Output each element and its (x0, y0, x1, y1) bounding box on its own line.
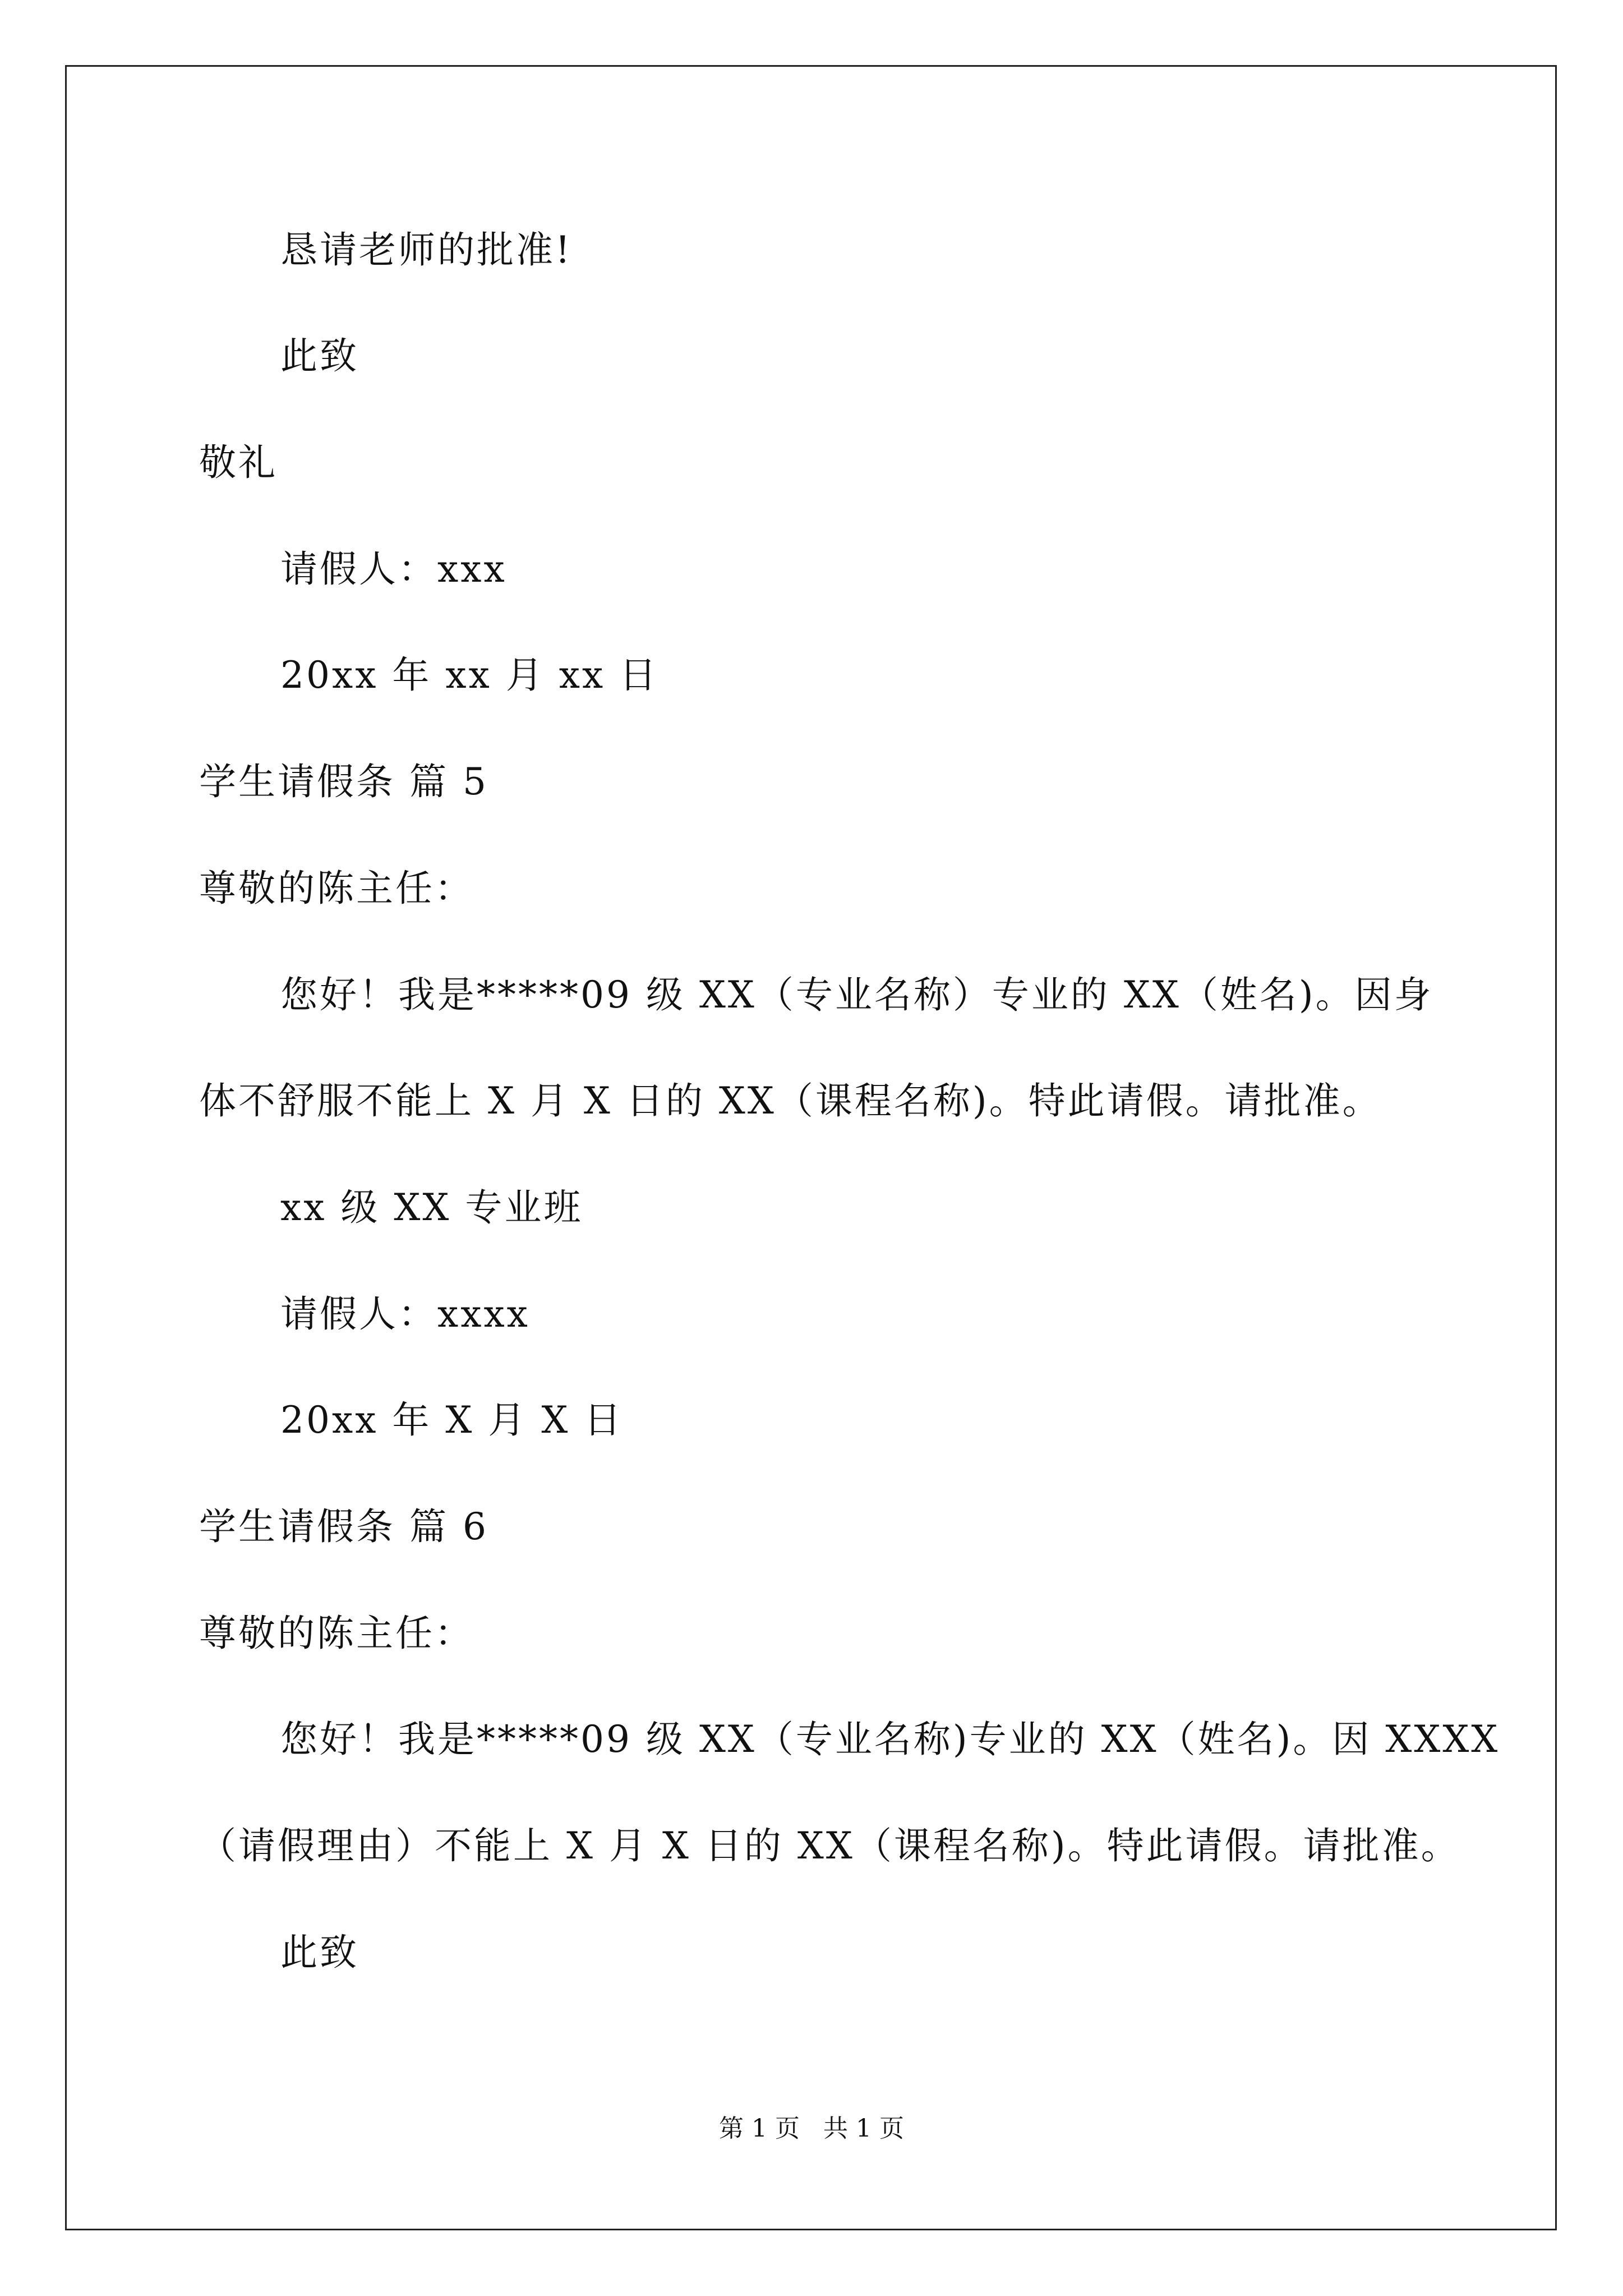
approval-request-line: 恳请老师的批准! (280, 228, 573, 272)
body-paragraph-line: （请假理由）不能上 X 月 X 日的 XX（课程名称)。特此请假。请批准。 (199, 1824, 1460, 1867)
body-paragraph-line: 您好！我是*****09 级 XX（专业名称)专业的 XX（姓名)。因 XXXX (280, 1718, 1500, 1761)
applicant-line: 请假人：xxxx (280, 1292, 530, 1336)
closing-greeting: 此致 (280, 334, 359, 378)
section-heading-6: 学生请假条 篇 6 (199, 1505, 488, 1548)
section-heading-5: 学生请假条 篇 5 (199, 760, 488, 803)
closing-greeting: 此致 (280, 1931, 359, 1974)
addressee-line: 尊敬的陈主任： (199, 867, 474, 910)
body-paragraph-line: 体不舒服不能上 X 月 X 日的 XX（课程名称)。特此请假。请批准。 (199, 1079, 1382, 1122)
page-border (65, 65, 1557, 2230)
date-line: 20xx 年 xx 月 xx 日 (280, 654, 659, 697)
date-line: 20xx 年 X 月 X 日 (280, 1398, 624, 1442)
addressee-line: 尊敬的陈主任： (199, 1612, 474, 1655)
class-line: xx 级 XX 专业班 (280, 1186, 583, 1229)
page-footer: 第 1 页 共 1 页 (719, 2114, 904, 2143)
applicant-line: 请假人：xxx (280, 547, 507, 591)
body-paragraph-line: 您好！我是*****09 级 XX（专业名称）专业的 XX（姓名)。因身 (280, 973, 1433, 1016)
salutation: 敬礼 (199, 441, 278, 484)
